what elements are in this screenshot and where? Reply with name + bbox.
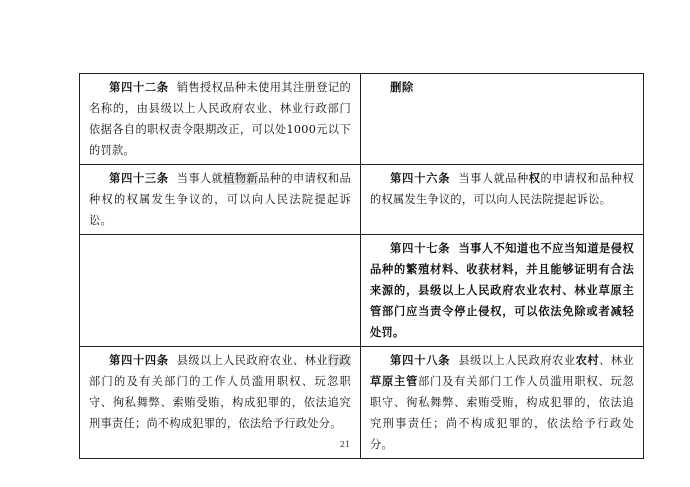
- highlighted-text: 植物新: [223, 172, 259, 185]
- article-text: 销售授权品种未使用其注册登记的名称的，由县级以上人民政府农业、林业行政部门依据各自的职权责令限期改正，可以处1000元以下的罚款。: [89, 81, 351, 157]
- article-number: 第四十三条: [109, 171, 169, 185]
- article-text: 的申请权和品种权的权属发生争议的，可以向人民法院提起诉讼。: [370, 172, 634, 206]
- table-row: [80, 74, 644, 165]
- article-text: 县级以上人民政府农业、林业: [176, 354, 328, 367]
- article-text: 当事人就品种: [458, 172, 529, 185]
- table-row: [80, 165, 644, 235]
- article-text: 、林业: [599, 354, 634, 367]
- bold-text: 草原主管: [370, 374, 419, 388]
- article-number: 第四十六条: [390, 171, 451, 185]
- new-text-cell: [361, 235, 644, 347]
- article-number: 第四十七条: [390, 241, 451, 255]
- old-text-cell: [80, 74, 361, 165]
- article-number: 第四十四条: [109, 353, 169, 367]
- old-text-cell: [80, 165, 361, 235]
- bold-text: 权: [528, 171, 541, 185]
- article-text: 县级以上人民政府农业: [458, 354, 576, 367]
- article-number: 删除: [390, 80, 414, 94]
- old-text-cell: [80, 235, 361, 347]
- article-text: 部门及有关部门工作人员滥用职权、玩忽职守、徇私舞弊、索贿受贿，构成犯罪的，依法追究刑事责任；尚不构成犯罪的，依法给予行政处分。: [370, 375, 635, 451]
- article-text: 当事人就: [176, 172, 224, 185]
- article-text: 部门的及有关部门的工作人员滥用职权、玩忽职守、徇私舞弊、索贿受贿，构成犯罪的，依法追究刑事责任；尚不构成犯罪的，依法给予行政处分。: [89, 375, 351, 430]
- table-row: [80, 235, 644, 347]
- bold-text: 农村: [575, 353, 600, 367]
- article-number: 第四十八条: [390, 353, 451, 367]
- new-text-cell: [361, 165, 644, 235]
- page-number: 21: [339, 440, 351, 449]
- comparison-table: [79, 73, 644, 459]
- new-text-cell: [361, 74, 644, 165]
- highlighted-text: 行政: [327, 354, 351, 367]
- article-number: 第四十二条: [109, 80, 169, 94]
- bold-text: 当事人不知道也不应当知道是侵权品种的繁殖材料、收获材料，并且能够证明有合法来源的，县级以上人民政府农业农村、林业草原主管部门应当责令停止侵权，可以依法免除或者减轻处罚。: [370, 241, 634, 339]
- article-text: 品种的申请权和品种权的权属发生争议的，可以向人民法院提起诉讼。: [89, 172, 351, 227]
